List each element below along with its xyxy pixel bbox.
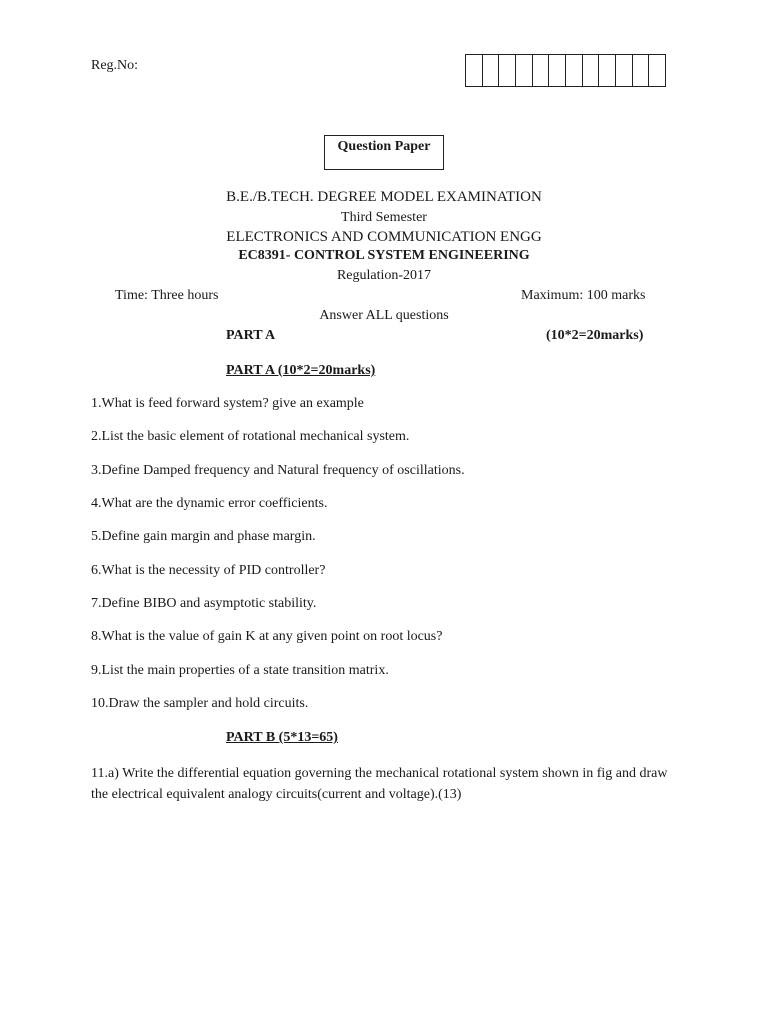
- part-a-marks: (10*2=20marks): [546, 328, 644, 343]
- exam-time: Time: Three hours: [115, 288, 219, 303]
- question-item: 11.a) Write the differential equation governing the mechanical rotational system shown in fig and draw the electrical equivalent analogy circuits(current and voltage).(13): [91, 766, 668, 802]
- question-item: 6.What is the necessity of PID controller?: [91, 563, 326, 578]
- department: ELECTRONICS AND COMMUNICATION ENGG: [226, 229, 542, 245]
- reg-no-box: [499, 55, 516, 86]
- semester: Third Semester: [341, 210, 427, 225]
- question-paper-label: Question Paper: [324, 135, 444, 170]
- question-item: 7.Define BIBO and asymptotic stability.: [91, 596, 317, 611]
- part-b-heading: PART B (5*13=65): [226, 730, 338, 745]
- part-a-heading: PART A (10*2=20marks): [226, 363, 376, 378]
- part-a-label: PART A: [226, 328, 276, 343]
- reg-no-box: [599, 55, 616, 86]
- reg-no-box: [616, 55, 633, 86]
- question-item: 5.Define gain margin and phase margin.: [91, 529, 316, 544]
- reg-no-box: [549, 55, 566, 86]
- question-item: 4.What are the dynamic error coefficients.: [91, 496, 328, 511]
- reg-no-label: Reg.No:: [91, 58, 139, 73]
- question-item: 10.Draw the sampler and hold circuits.: [91, 696, 309, 711]
- reg-no-box: [533, 55, 550, 86]
- reg-no-box: [466, 55, 483, 86]
- reg-no-box: [566, 55, 583, 86]
- reg-no-box: [649, 55, 665, 86]
- exam-title: B.E./B.TECH. DEGREE MODEL EXAMINATION: [226, 189, 542, 205]
- question-item: 9.List the main properties of a state transition matrix.: [91, 663, 389, 678]
- reg-no-box: [583, 55, 600, 86]
- reg-no-boxes: [465, 54, 666, 87]
- question-item: 1.What is feed forward system? give an example: [91, 396, 364, 411]
- reg-no-box: [516, 55, 533, 86]
- course-title: EC8391- CONTROL SYSTEM ENGINEERING: [238, 248, 530, 263]
- question-item: 8.What is the value of gain K at any given point on root locus?: [91, 629, 443, 644]
- question-item: 3.Define Damped frequency and Natural frequency of oscillations.: [91, 463, 465, 478]
- question-item: 2.List the basic element of rotational mechanical system.: [91, 429, 410, 444]
- regulation: Regulation-2017: [336, 268, 432, 283]
- max-marks: Maximum: 100 marks: [521, 288, 646, 303]
- reg-no-box: [633, 55, 650, 86]
- reg-no-box: [483, 55, 500, 86]
- instructions: Answer ALL questions: [319, 308, 449, 323]
